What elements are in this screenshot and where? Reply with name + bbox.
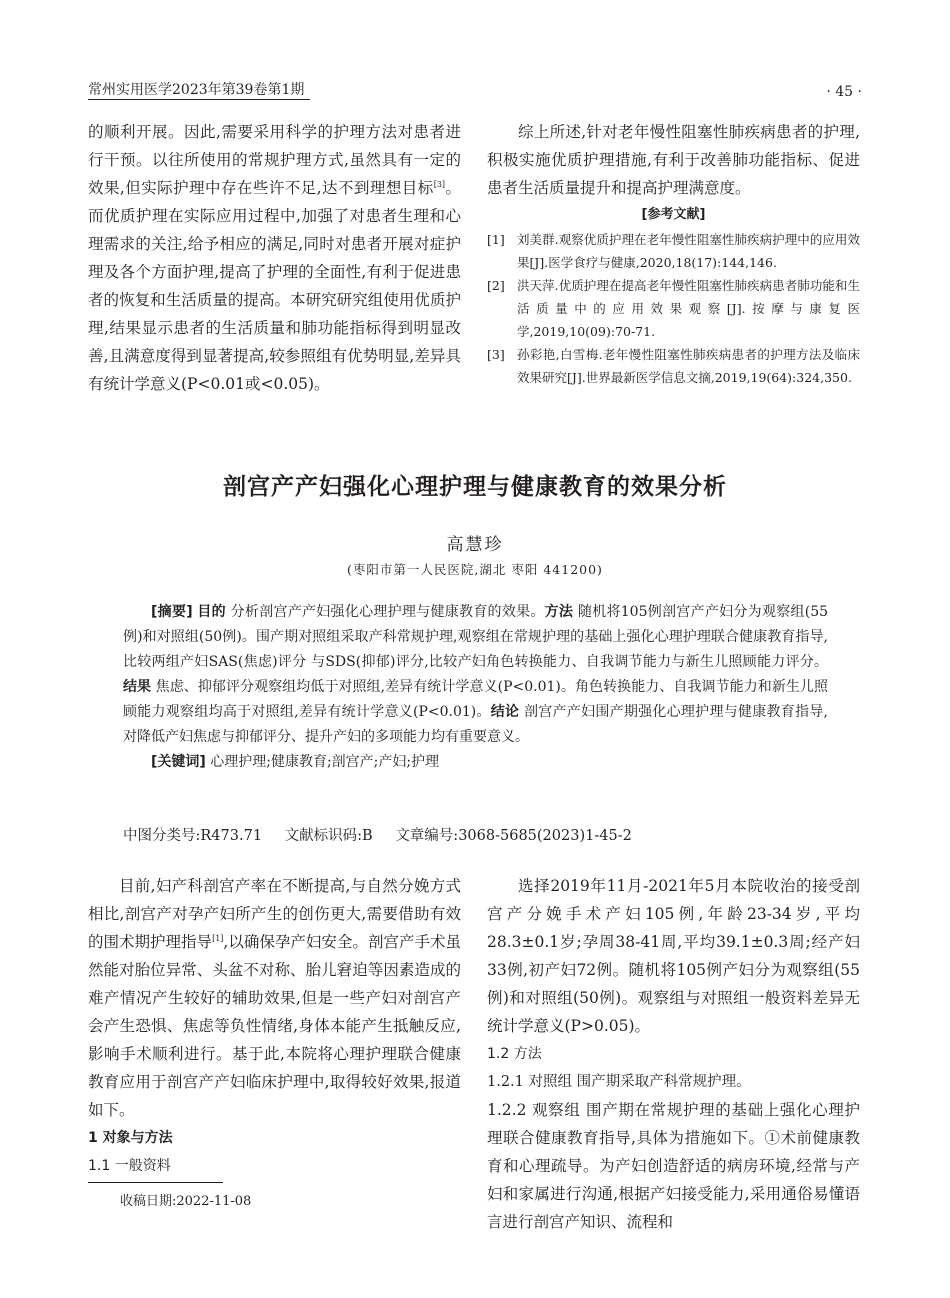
author-name: 高慧珍 xyxy=(446,535,504,555)
references-heading: [参考文献] xyxy=(641,207,706,222)
top-right-column xyxy=(487,118,860,389)
reference-number: [1] xyxy=(487,232,505,247)
reference-text: 孙彩艳,白雪梅.老年慢性阻塞性肺疾病患者的护理方法及临床效果研究[J].世界最新医学信息文摘,2019,19(64):324,350. xyxy=(517,347,860,385)
received-date: 收稿日期:2022-11-08 xyxy=(120,1194,252,1209)
text-run: 。而优质护理在实际应用过程中,加强了对患者生理和心理需求的关注,给予相应的满足,同时对患者开展对症护理及各个方面护理,提高了护理的全面性,有利于促进患者的恢复和生活质量的提高。本研究研究组使用优质护理,结果显示患者的生活质量和肺功能指标得到明显改善,且满意度得到显著提高,较参照组有优势明显,差异具有统计学意义(P<0.01或<0.05)。 xyxy=(88,179,461,393)
abstract-block xyxy=(123,600,828,775)
objective-text: 分析剖宫产产妇强化心理护理与健康教育的效果。 xyxy=(230,604,545,620)
reference-item xyxy=(487,274,860,343)
result-label: 结果 xyxy=(123,679,152,695)
method-label: 方法 xyxy=(544,604,574,620)
page-number: · 45 · xyxy=(826,84,862,100)
conclusion-paragraph: 综上所述,针对老年慢性阻塞性肺疾病患者的护理,积极实施优质护理措施,有利于改善肺功能指标、促进患者生活质量提升和提高护理满意度。 xyxy=(487,123,860,197)
section-heading: 1 对象与方法 xyxy=(88,1130,173,1146)
result-text: 焦虑、抑郁评分观察组均低于对照组,差异有统计学意义(P<0.01)。角色转换能力、自我调节能力和新生儿照顾能力观察组均高于对照组,差异有统计学意义(P<0.01)。 xyxy=(123,679,828,720)
general-data-paragraph: 选择2019年11月-2021年5月本院收治的接受剖宫产分娩手术产妇105例,年龄23-34岁,平均28.3±0.1岁;孕周38-41周,平均39.1±0.3周;经产妇33例,初产妇72例。随机将105例产妇分为观察组(55例)和对照组(50例)。观察组与对照组一般资料差异无统计学意义(P>0.05)。 xyxy=(487,877,860,1035)
text-run: 的顺利开展。因此,需要采用科学的护理方法对患者进行干预。以往所使用的常规护理方式,虽然具有一定的效果,但实际护理中存在些许不足,达不到理想目标 xyxy=(88,123,461,197)
method-text: 随机将105例剖宫产产妇分为观察组(55例)和对照组(50例)。围产期对照组采取产科常规护理,观察组在常规护理的基础上强化心理护理联合健康教育指导,比较两组产妇SAS(焦虑)评分 与SDS(抑郁)评分,比较产妇角色转换能力、自我调节能力与新生儿照顾能力评分。 xyxy=(123,604,829,670)
citation: [1] xyxy=(212,933,224,943)
subsection-heading: 1.1 一般资料 xyxy=(88,1158,171,1174)
conclusion-text: 剖宫产产妇围产期强化心理护理与健康教育指导,对降低产妇焦虑与抑郁评分、提升产妇的多项能力均有重要意义。 xyxy=(123,704,829,745)
text-run: 目前,妇产科剖宫产率在不断提高,与自然分娩方式相比,剖宫产对孕产妇所产生的创伤更大,需要借助有效的围术期护理指导 xyxy=(88,877,461,951)
footnote-rule xyxy=(88,1182,223,1183)
text-run: ,以确保孕产妇安全。剖宫产手术虽然能对胎位异常、头盆不对称、胎儿窘迫等因素造成的难产情况产生较好的辅助效果,但是一些产妇对剖宫产会产生恐惧、焦虑等负性情绪,身体本能产生抵触反应,影响手术顺利进行。基于此,本院将心理护理联合健康教育应用于剖宫产产妇临床护理中,取得较好效果,报道如下。 xyxy=(88,933,461,1119)
classification-line xyxy=(123,824,650,845)
subsection-heading: 1.2 方法 xyxy=(487,1046,542,1062)
body-right-column xyxy=(487,872,860,1236)
reference-text: 洪天萍.优质护理在提高老年慢性阻塞性肺疾病患者肺功能和生活质量中的应用效果观察[J].按摩与康复医学,2019,10(09):70-71. xyxy=(517,278,860,339)
running-header xyxy=(88,78,862,104)
citation: [3] xyxy=(433,179,446,189)
clc-number: 中图分类号:R473.71 xyxy=(123,828,263,844)
body-left-column xyxy=(88,872,461,1180)
reference-number: [3] xyxy=(487,347,505,362)
document-code: 文献标识码:B xyxy=(284,828,373,844)
intro-paragraph xyxy=(88,872,461,1124)
discussion-paragraph xyxy=(88,118,461,398)
top-left-column xyxy=(88,118,461,398)
reference-item xyxy=(487,228,860,274)
keywords-paragraph xyxy=(123,750,828,775)
author-affiliation: (枣阳市第一人民医院,湖北 枣阳 441200) xyxy=(347,562,603,577)
observation-group-paragraph: 1.2.2 观察组 围产期在常规护理的基础上强化心理护理联合健康教育指导,具体为措施如下。①术前健康教育和心理疏导。为产妇创造舒适的病房环境,经常与产妇和家属进行沟通,根据产妇接受能力,采用通俗易懂语言进行剖宫产知识、流程和 xyxy=(487,1101,860,1231)
conclusion-label: 结论 xyxy=(490,704,520,720)
reference-number: [2] xyxy=(487,278,505,293)
article-title: 剖宫产产妇强化心理护理与健康教育的效果分析 xyxy=(223,474,727,500)
journal-name: 常州实用医学2023年第39卷第1期 xyxy=(88,79,310,100)
article-number: 文章编号:3068-5685(2023)1-45-2 xyxy=(395,828,632,844)
reference-item xyxy=(487,343,860,389)
abstract-paragraph xyxy=(123,600,828,750)
objective-label: 目的 xyxy=(197,604,226,620)
keywords-text: 心理护理;健康教育;剖宫产;产妇;护理 xyxy=(210,754,440,770)
keywords-label: [关键词] xyxy=(151,754,206,770)
abstract-label: [摘要] xyxy=(151,604,193,620)
reference-text: 刘美群.观察优质护理在老年慢性阻塞性肺疾病护理中的应用效果[J].医学食疗与健康,2020,18(17):144,146. xyxy=(517,232,860,270)
control-group-paragraph: 1.2.1 对照组 围产期采取产科常规护理。 xyxy=(487,1074,751,1090)
